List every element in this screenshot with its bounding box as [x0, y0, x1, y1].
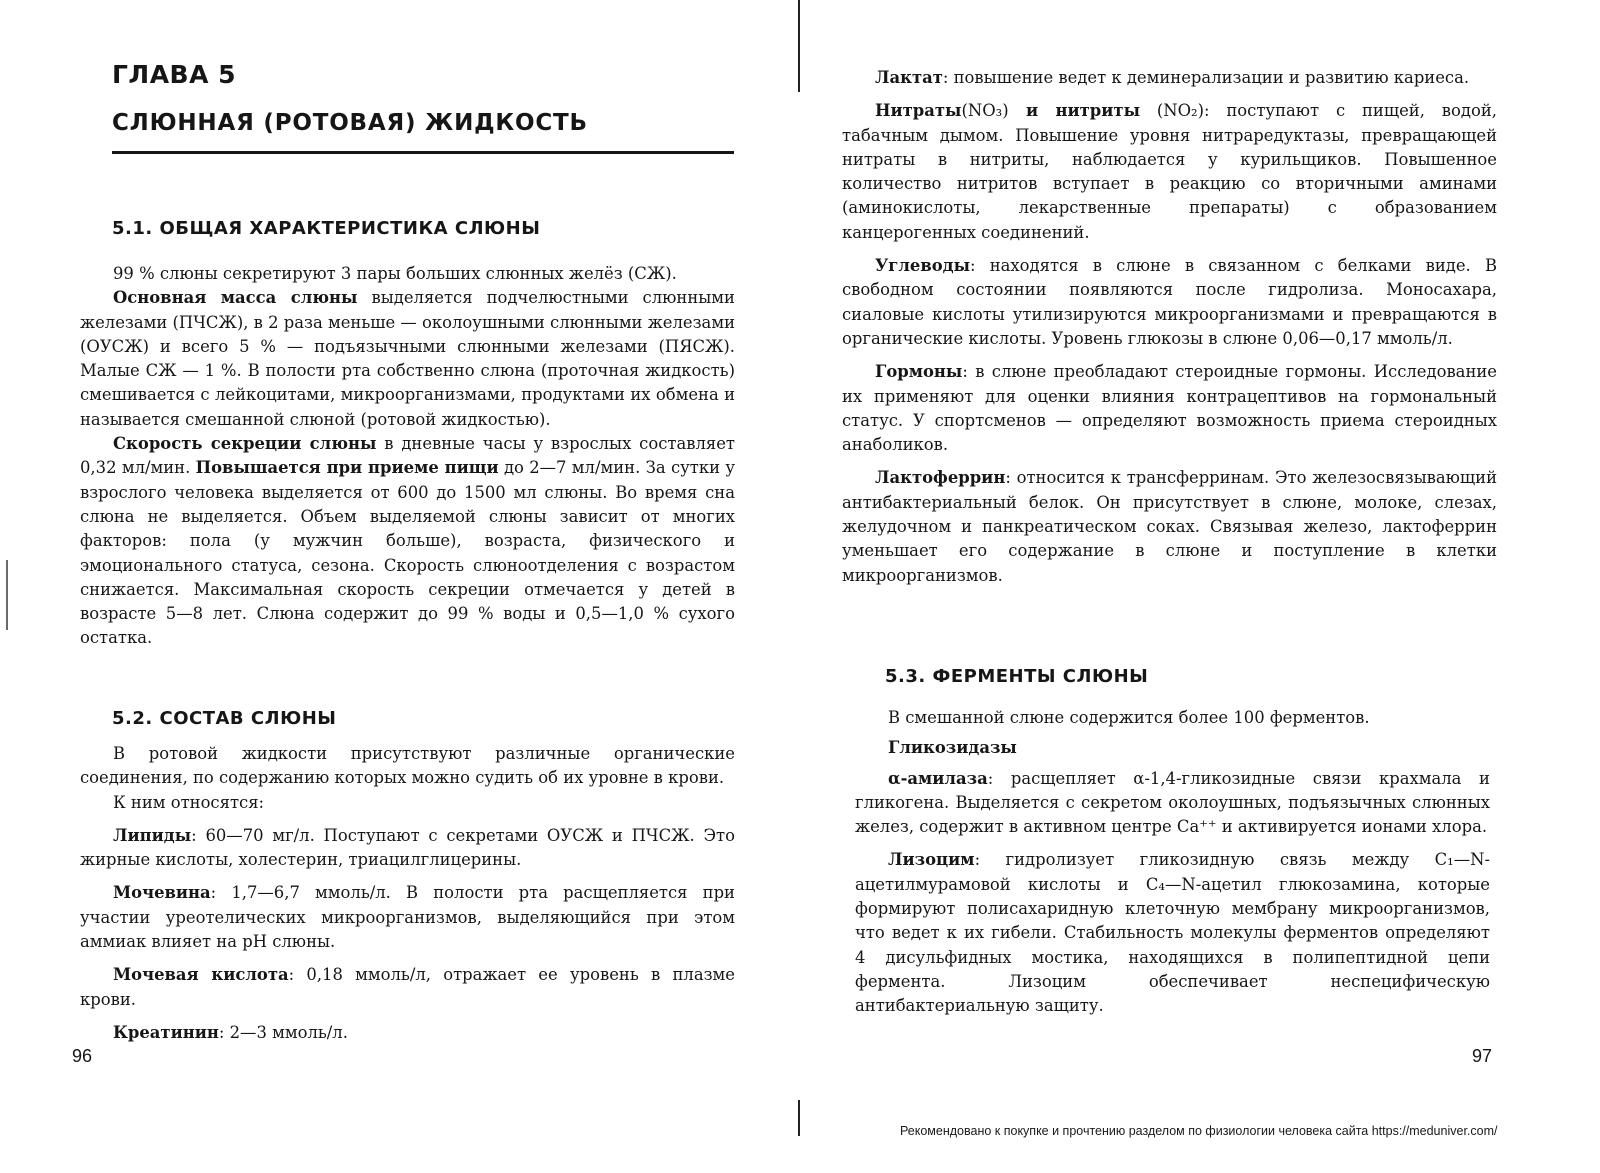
page-number: 96 [72, 1046, 93, 1066]
chapter-label: ГЛАВА 5 [112, 60, 237, 89]
paragraph-text: В смешанной слюне содержится более 100 ферментов. [888, 708, 1370, 727]
term: Лактоферрин [875, 468, 1006, 488]
term: Гормоны [875, 362, 963, 382]
term: Скорость секреции слюны [113, 434, 377, 454]
paragraph [80, 742, 735, 791]
term: α-амилаза [888, 768, 988, 788]
paragraph-text: : 60—70 мг/л. Поступают с секретами ОУСЖ и ПЧСЖ. Это жирные кислоты, холестерин, триацилглицерины. [80, 825, 735, 870]
paragraph [80, 824, 735, 873]
paragraph [842, 360, 1497, 457]
paragraph [80, 791, 735, 815]
section-5-1-body [80, 262, 735, 655]
paragraph-text: В ротовой жидкости присутствуют различные органические соединения, по содержанию которых можно судить об их уровне в крови. [80, 744, 735, 788]
paragraph [80, 262, 735, 286]
term: Углеводы [875, 256, 971, 276]
right-page [800, 0, 1600, 1173]
chapter-rule [112, 151, 734, 154]
paragraph [80, 286, 735, 432]
paragraph [842, 99, 1497, 245]
paragraph [80, 963, 735, 1012]
paragraph-text: : находятся в слюне в связанном с белками виде. В свободном состоянии появляются после гидролиза. Моносахара, сиаловые кислоты утилизируются микроорганизмами и превращаются в органические кислоты. Уровень глюкозы в слюне 0,06—0,17 ммоль/л. [842, 256, 1497, 348]
paragraph [855, 848, 1490, 1018]
paragraph-text: К ним относятся: [113, 792, 265, 812]
paragraph-text: в дневные часы у взрослых составляет 0,32 мл/мин. [80, 434, 735, 478]
formula: (NO₃) [961, 101, 1009, 121]
section-heading-5-3: 5.3. ФЕРМЕНТЫ СЛЮНЫ [885, 666, 1149, 687]
paragraph-text: 99 % слюны секретируют 3 пары больших слюнных желёз (СЖ). [113, 264, 677, 283]
chapter-title: СЛЮННАЯ (РОТОВАЯ) ЖИДКОСТЬ [112, 110, 588, 136]
paragraph [855, 706, 1490, 730]
section-heading-5-2: 5.2. СОСТАВ СЛЮНЫ [112, 708, 337, 729]
paragraph-text: : 0,18 ммоль/л, отражает ее уровень в плазме крови. [80, 965, 735, 1009]
paragraph [80, 432, 735, 651]
paragraph-text: : в слюне преобладают стероидные гормоны. Исследование их применяют для оценки влияния контрацептивов на гормональный статус. У спортсменов — определяют возможность приема стероидных анаболиков. [842, 362, 1497, 455]
term: Повышается при приеме пищи [195, 458, 499, 478]
term: Основная масса слюны [113, 288, 358, 308]
paragraph-text: : относится к трансферринам. Это железосвязывающий антибактериальный белок. Он присутствует в слюне, молоке, слезах, желудочном и панкреатическом соках. Связывая железо, лактоферрин уменьшает его содержание в слюне и поступление в клетки микроорганизмов. [842, 468, 1497, 585]
section-5-3-body [855, 706, 1490, 1023]
section-heading-5-1: 5.1. ОБЩАЯ ХАРАКТЕРИСТИКА СЛЮНЫ [112, 218, 541, 239]
paragraph [855, 767, 1490, 840]
composition-continued-body [842, 66, 1497, 592]
paragraph-text: выделяется подчелюстными слюнными железами (ПЧСЖ), в 2 раза меньше — околоушными слюнными железами (ОУСЖ) и всего 5 % — подъязычными слюнными железами (ПЯСЖ). Малые СЖ — 1 %. В полости рта собственно слюна (проточная жидкость) смешивается с лейкоцитами, микроорганизмами, продуктами их обмена и называется смешанной слюной (ротовой жидкостью). [80, 288, 735, 429]
paragraph-text: до 2—7 мл/мин. За сутки у взрослого человека выделяется от 600 до 1500 мл слюны. Во время сна слюна не выделяется. Объем выделяемой слюны зависит от многих факторов: пола (у мужчин больше), возраста, физического и эмоционального статуса, сезона. Скорость слюноотделения с возрастом снижается. Максимальная скорость секреции отмечается у детей в возрасте 5—8 лет. Слюна содержит до 99 % воды и 0,5—1,0 % сухого остатка. [80, 458, 735, 648]
term: Лактат [875, 68, 943, 87]
footer-recommendation: Рекомендовано к покупке и прочтению разделом по физиологии человека сайта https://meduniver.com/ [900, 1124, 1498, 1138]
left-page [0, 0, 795, 1173]
paragraph-text: : 1,7—6,7 ммоль/л. В полости рта расщепляется при участии уреотелических микроорганизмов, выделяющийся при этом аммиак влияет на pH слюны. [80, 883, 735, 952]
paragraph [842, 254, 1497, 351]
term: Лизоцим [888, 850, 975, 870]
term: Мочевая кислота [113, 965, 289, 985]
paragraph-text: (NO₂): поступают с пищей, водой, табачным дымом. Повышение уровня нитраредуктазы, превращающей нитраты в нитриты, наблюдается у курильщиков. Повышенное количество нитритов вступает в реакцию со вторичными аминами (аминокислоты, лекарственные препараты) с образованием канцерогенных соединений. [842, 101, 1497, 242]
page-number: 97 [1472, 1046, 1493, 1066]
paragraph [842, 66, 1497, 90]
term: Креатинин [113, 1022, 219, 1042]
subheading-glycosidases: Гликозидазы [888, 738, 1017, 758]
term: Липиды [113, 825, 192, 845]
paragraph-text: : повышение ведет к деминерализации и развитию кариеса. [942, 68, 1470, 87]
paragraph [80, 1021, 735, 1045]
paragraph [842, 466, 1497, 587]
section-5-2-body [80, 742, 735, 1049]
term: Нитраты [875, 101, 962, 121]
term: и нитриты [1008, 101, 1140, 121]
term: Мочевина [113, 883, 211, 903]
paragraph-text: : 2—3 ммоль/л. [218, 1022, 348, 1042]
paragraph [80, 881, 735, 954]
paragraph-text: : расщепляет α-1,4-гликозидные связи крахмала и гликогена. Выделяется с секретом околоушных, подъязычных слюнных желез, содержит в активном центре Ca⁺⁺ и активируется ионами хлора. [855, 768, 1490, 837]
paragraph-text: : гидролизует гликозидную связь между C₁—N-ацетилмурамовой кислоты и C₄—N-ацетил глюкозамина, которые формируют полисахаридную клеточную мембрану микроорганизмов, что ведет к их гибели. Стабильность молекулы ферментов определяют 4 дисульфидных мостика, находящихся в полипептидной цепи фермента. Лизоцим обеспечивает неспецифическую антибактериальную защиту. [855, 850, 1490, 1016]
